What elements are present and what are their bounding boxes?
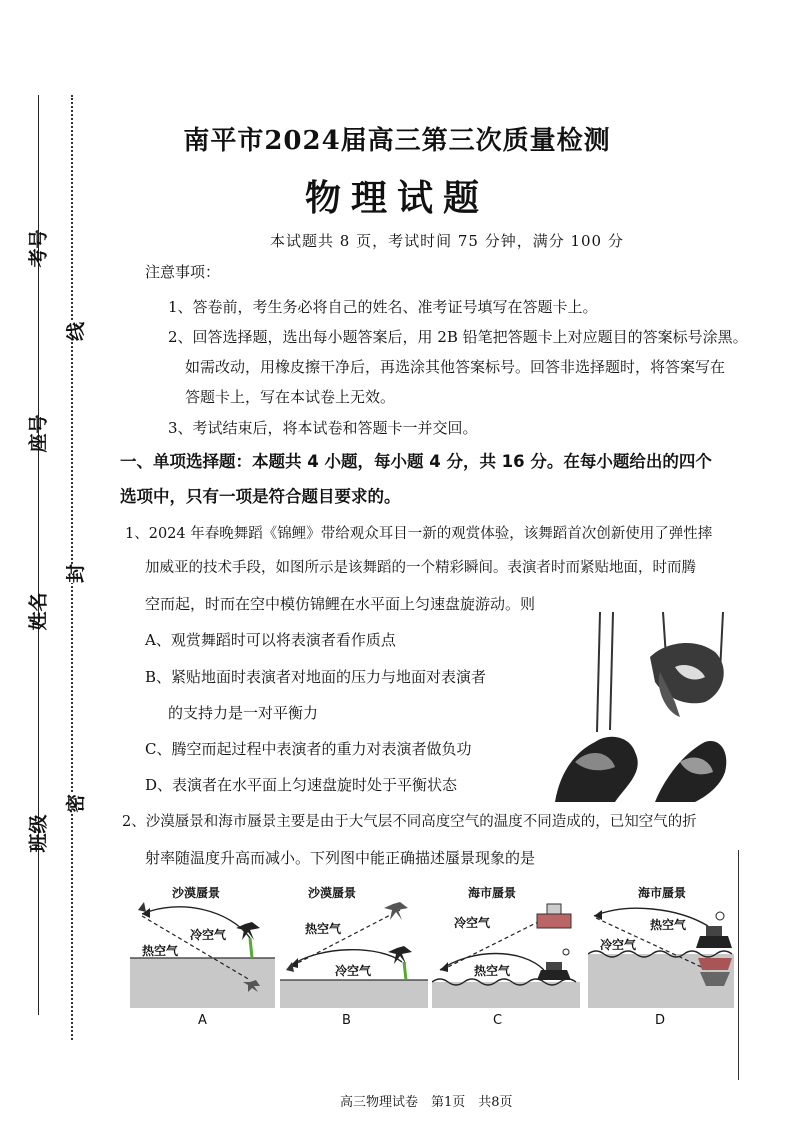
diagram-d-title: 海市蜃景 — [638, 886, 687, 900]
q1-option-d: D、表演者在水平面上匀速盘旋时处于平衡状态 — [145, 776, 458, 794]
dancer-photo — [555, 612, 755, 807]
notice-item-1: 1、答卷前，考生务必将自己的姓名、准考证号填写在答题卡上。 — [168, 298, 598, 316]
subject-title: 物理试题 — [304, 177, 489, 219]
label-mi: 密 — [61, 794, 88, 813]
q2-line2: 射率随温度升高而减小。下列图中能正确描述蜃景现象的是 — [145, 849, 536, 867]
q1-option-c: C、腾空而起过程中表演者的重力对表演者做负功 — [145, 740, 472, 758]
label-zuohao: 座号 — [27, 414, 50, 453]
diagram-c-title: 海市蜃景 — [468, 886, 517, 900]
diagram-a — [130, 880, 280, 1010]
diagram-d-hot: 热空气 — [650, 918, 687, 932]
diagram-d — [588, 880, 738, 1010]
caption-a: A — [198, 1013, 207, 1028]
q1-line2: 加威亚的技术手段，如图所示是该舞蹈的一个精彩瞬间。表演者时而紧贴地面，时而腾 — [145, 560, 696, 576]
caption-c: C — [493, 1013, 503, 1028]
section-heading-line1: 一、单项选择题：本题共 4 小题，每小题 4 分，共 16 分。在每小题给出的四个 — [120, 452, 712, 471]
q1-line3: 空而起，时而在空中模仿锦鲤在水平面上匀速盘旋游动。则 — [145, 595, 536, 613]
diagram-b-hot: 热空气 — [305, 922, 342, 936]
q1-option-b1: B、紧贴地面时表演者对地面的压力与地面对表演者 — [145, 668, 487, 686]
notice-item-2c: 答题卡上，写在本试卷上无效。 — [185, 388, 396, 406]
page-footer: 高三物理试卷 第1页 共8页 — [340, 1095, 513, 1110]
caption-d: D — [655, 1013, 666, 1028]
label-banji: 班级 — [27, 814, 50, 853]
notice-item-3: 3、考试结束后，将本试卷和答题卡一并交回。 — [168, 419, 478, 437]
diagram-a-title: 沙漠蜃景 — [172, 886, 221, 900]
diagram-b-cold: 冷空气 — [335, 964, 372, 978]
q1-line1: 1、2024 年春晚舞蹈《锦鲤》带给观众耳目一新的观赏体验，该舞蹈首次创新使用了弹性摔 — [125, 526, 713, 542]
notice-heading: 注意事项： — [145, 263, 221, 281]
label-kaohao: 考号 — [27, 229, 50, 268]
caption-b: B — [342, 1013, 351, 1028]
exam-title: 南平市2024届高三第三次质量检测 — [183, 126, 611, 156]
q2-line1: 2、沙漠蜃景和海市蜃景主要是由于大气层不同高度空气的温度不同造成的，已知空气的折 — [122, 814, 697, 830]
diagram-c-hot: 热空气 — [474, 964, 511, 978]
notice-item-2a: 2、回答选择题，选出每小题答案后，用 2B 铅笔把答题卡上对应题目的答案标号涂黑。 — [168, 328, 748, 346]
q1-option-a: A、观赏舞蹈时可以将表演者看作质点 — [145, 631, 396, 649]
diagram-c-cold: 冷空气 — [454, 916, 491, 930]
section-heading-line2: 选项中，只有一项是符合题目要求的。 — [120, 487, 401, 506]
diagram-b-figure — [280, 900, 430, 1010]
diagram-a-hot: 热空气 — [142, 944, 179, 958]
diagram-c — [432, 880, 582, 1010]
diagram-a-cold: 冷空气 — [190, 928, 227, 942]
label-feng: 封 — [61, 564, 88, 583]
label-xingming: 姓名 — [27, 592, 50, 631]
notice-item-2b: 如需改动，用橡皮擦干净后，再选涂其他答案标号。回答非选择题时，将答案写在 — [185, 358, 726, 376]
diagram-b-title: 沙漠蜃景 — [308, 886, 357, 900]
diagram-d-cold: 冷空气 — [600, 938, 637, 952]
exam-meta: 本试题共 8 页，考试时间 75 分钟，满分 100 分 — [270, 232, 624, 250]
diagram-b — [280, 880, 430, 1010]
page-edge-line — [738, 850, 739, 1080]
q1-option-b2: 的支持力是一对平衡力 — [168, 704, 319, 722]
label-xian: 线 — [61, 322, 88, 341]
